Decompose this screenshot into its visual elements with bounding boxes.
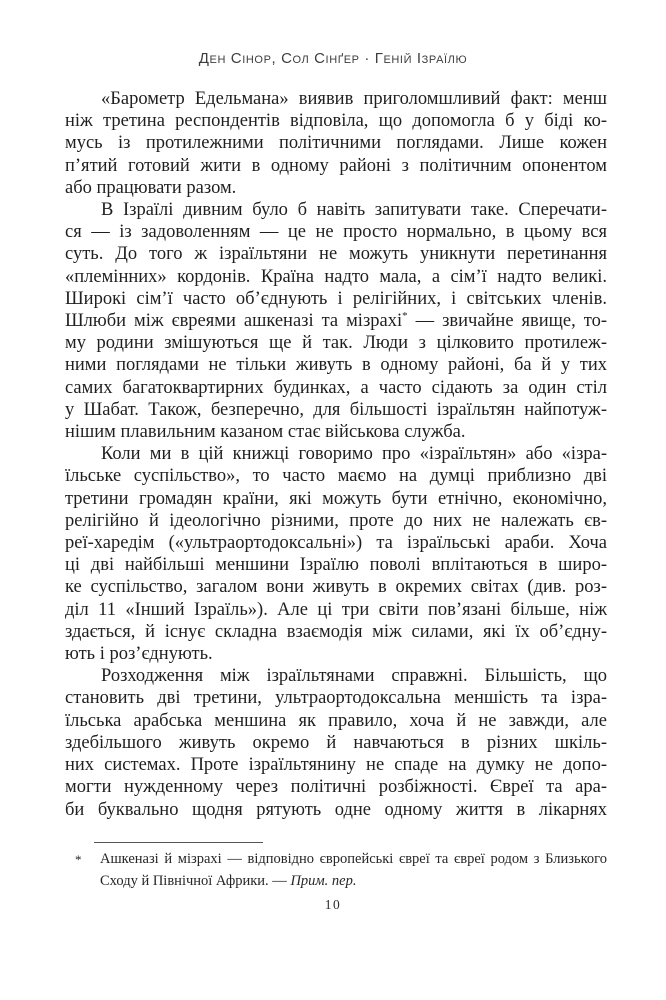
text-line: би буквально щодня рятують одне одному життя в лікарнях [65, 799, 607, 820]
text-line: В Ізраїлі дивним було б навіть запитувати таке. Сперечати- [101, 200, 607, 221]
text-line: мусь із протилежними політичними поглядами. Лише кожен [65, 133, 607, 154]
text-line: їльське суспільство», то часто маємо на думці приблизно дві [65, 466, 607, 487]
body-text [65, 88, 607, 821]
text-line: їльська арабська меншина як правило, хоча й не завжди, але [65, 710, 607, 731]
footnote-separator-rule [94, 842, 263, 843]
text-line: Розходження між ізраїльтянами справжні. Більшість, що [101, 666, 607, 687]
text-line: діл 11 «Інший Ізраїль»). Але ці три світи пов’язані більше, ніж [65, 599, 607, 620]
text-line: Коли ми в цій книжці говоримо про «ізраїльтян» або «ізра- [101, 444, 607, 465]
paragraph [65, 199, 607, 443]
footnote-ref: * [402, 309, 408, 322]
text-line: ють і роз’єднують. [65, 644, 213, 665]
footnote [75, 849, 607, 892]
text-line: здебільшого живуть окремо й навчаються в різних шкіль- [65, 732, 607, 753]
text-line: самих багатоквартирних будинках, а часто сідають за один стіл [65, 377, 607, 398]
text-line: п’ятий готовий жити в одному районі з політичним опонентом [65, 155, 607, 176]
text-line: ке суспільство, загалом вони живуть в окремих світах (див. роз- [65, 577, 607, 598]
page-number: 10 [324, 897, 342, 912]
text-line: становить дві третини, ультраортодоксальна меншість та ізра- [65, 688, 607, 709]
paragraph [65, 665, 607, 820]
footnote-marker: * [75, 852, 82, 867]
text-line: Шлюби між євреями ашкеназі та мізрахі* — звичайне явище, то- [65, 309, 607, 332]
text-line: ними поглядами не тільки живуть в одному районі, ба й у тих [65, 355, 607, 376]
text-line: нішим плавильним казаном стає військова служба. [65, 422, 466, 443]
footnote-text [100, 849, 607, 892]
text-line: них системах. Проте ізраїльтянину не спаде на думку не допо- [65, 755, 607, 776]
running-header: Ден Сінор, Сол Сінґер · Геній Ізраїлю [198, 50, 468, 67]
text-line: здається, й існує складна взаємодія між силами, які їх об’єдну- [65, 621, 607, 642]
footnote-translator-note: Прим. пер. [290, 872, 357, 889]
paragraph [65, 443, 607, 665]
text-line: релігійно й ідеологічно різними, проте до них не належать єв- [65, 510, 607, 531]
text-line: ніж третина респондентів відповіла, що допомогла б у біді ко- [65, 111, 607, 132]
text-line: му родини змішуються ще й так. Люди з цілковито протилеж- [65, 333, 607, 354]
text-line: «Барометр Едельмана» виявив приголомшливий факт: менш [101, 89, 607, 109]
text-line: у Шабат. Також, безперечно, для більшості ізраїльтян найпотуж- [65, 399, 607, 420]
text-line: могти нужденному через політичні розбіжності. Євреї та ара- [65, 777, 607, 798]
text-line: ці дві найбільші меншини Ізраїлю поволі вплітаються в широ- [65, 555, 607, 576]
text-line: ся — із задоволенням — це не просто нормально, в цьому вся [65, 222, 607, 243]
text-line: Широкі сім’ї часто об’єднують і релігійних, і світських членів. [65, 288, 607, 309]
text-line: третини громадян країни, які можуть бути етнічно, економічно, [65, 488, 607, 509]
footnote-body: Ашкеназі й мізрахі — відповідно європейські євреї та євреї родом з Близького Сходу й Північної Африки. — [100, 851, 607, 889]
text-line: або працювати разом. [65, 177, 237, 198]
text-line: суть. До того ж ізраїльтяни не можуть уникнути перетинання [65, 244, 607, 265]
text-line: реї-харедім («ультраортодоксальні») та ізраїльські араби. Хоча [65, 533, 607, 554]
text-line: «племінних» кордонів. Країна надто мала, а сім’ї надто великі. [65, 266, 607, 287]
paragraph [65, 88, 607, 199]
